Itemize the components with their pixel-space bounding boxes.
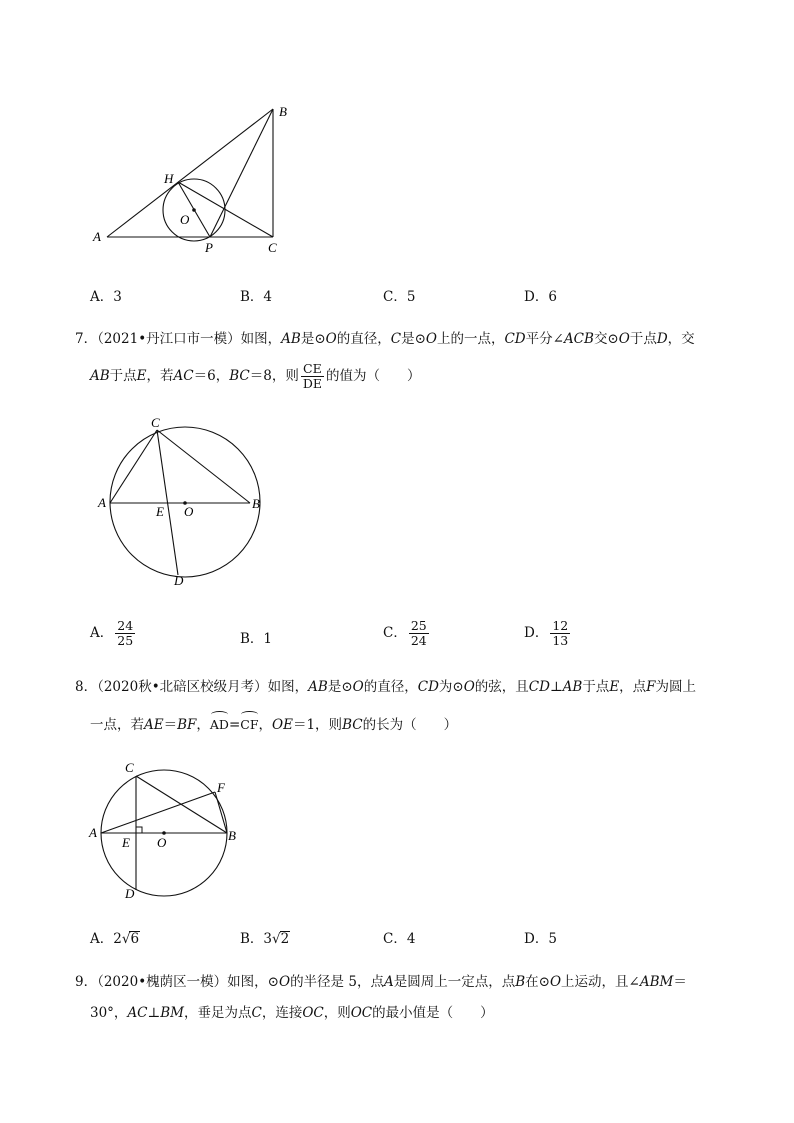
q7-option-c[interactable]: C． $\frac{25}{24}$ — [383, 618, 427, 648]
q6-option-c[interactable]: C．5 — [383, 289, 416, 305]
label-C: C — [151, 415, 160, 430]
q6-option-a[interactable]: A．3 — [90, 289, 122, 305]
center-point-O — [192, 208, 196, 212]
arc-cf: CF — [240, 717, 259, 732]
q7-option-b[interactable]: B．1 — [240, 631, 273, 647]
label-B: B — [279, 104, 287, 119]
label-F: F — [217, 780, 225, 795]
label-C: C — [125, 760, 134, 775]
label-D: D — [125, 886, 135, 901]
label-A: A — [89, 825, 97, 840]
q7-stem-line1: 7．（2021•丹江口市一模）如图，AB是⊙O的直径，C是⊙O上的一点，CD平分∠ACB交⊙O于点D，交 — [75, 331, 695, 347]
segment-BP — [210, 109, 273, 237]
label-O: O — [184, 504, 194, 519]
label-H: H — [164, 171, 174, 186]
q8-option-c[interactable]: C．4 — [383, 931, 416, 947]
segment-CB — [157, 430, 250, 503]
figure-q7 — [90, 415, 280, 595]
label-P: P — [205, 240, 213, 255]
figure-q8 — [85, 758, 255, 908]
q7-option-d[interactable]: D． $\frac{12}{13}$ — [524, 618, 569, 648]
label-D: D — [174, 573, 184, 588]
label-O: O — [157, 835, 167, 850]
q9-stem-line2: 30°，AC⊥BM，垂足为点C，连接OC，则OC的最小值是（ ） — [90, 1005, 494, 1021]
figure-q6 — [85, 95, 315, 265]
label-B: B — [228, 828, 236, 843]
segment-AB — [107, 109, 273, 237]
label-O: O — [180, 212, 190, 227]
q8-stem-line2: 一点，若AE＝BF，AD=CF，OE＝1，则BC的长为（ ） — [90, 717, 458, 733]
q8-option-d[interactable]: D．5 — [524, 931, 557, 947]
q8-option-b[interactable]: B．3√2 — [240, 931, 290, 947]
q8-stem-line1: 8．（2020秋•北碚区校级月考）如图，AB是⊙O的直径，CD为⊙O的弦，且CD⊥AB于点E，点F为圆上 — [75, 679, 697, 695]
label-B: B — [252, 496, 260, 511]
fraction-ce-de: $\frac{CE}{DE}$ — [302, 361, 322, 391]
label-A: A — [93, 229, 101, 244]
arc-ad: AD — [209, 717, 229, 732]
q6-option-b[interactable]: B．4 — [240, 289, 273, 305]
q6-option-d[interactable]: D．6 — [524, 289, 557, 305]
label-E: E — [122, 835, 130, 850]
label-A: A — [98, 495, 106, 510]
segment-CA — [110, 430, 157, 503]
segment-AF — [101, 792, 215, 833]
label-E: E — [156, 504, 164, 519]
label-C: C — [268, 240, 277, 255]
q7-stem-line2: AB于点E，若AC＝6，BC＝8，则 $\frac{CE}{DE}$ 的值为（ ） — [90, 361, 421, 391]
q9-stem-line1: 9．（2020•槐荫区一模）如图，⊙O的半径是 5，点A是圆周上一定点，点B在⊙O上运动，且∠ABM＝ — [75, 974, 687, 990]
right-angle-mark — [136, 827, 142, 833]
q8-option-a[interactable]: A．2√6 — [90, 931, 140, 947]
q7-option-a[interactable]: A． $\frac{24}{25}$ — [90, 618, 134, 648]
